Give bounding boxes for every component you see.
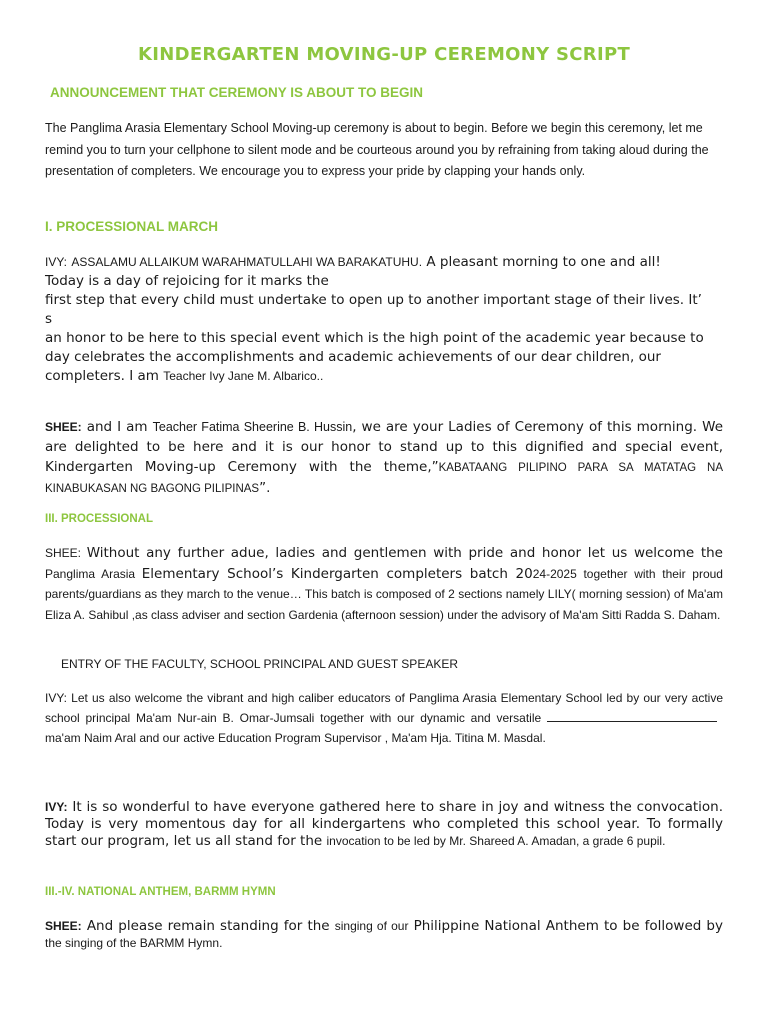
speaker-shee-2: SHEE: — [45, 546, 82, 560]
heading-processional-march: I. PROCESSIONAL MARCH — [45, 219, 219, 234]
ivy-line-2: Today is a day of rejoicing for it marks the — [45, 273, 329, 289]
anthem-text-1: And please remain standing for the — [86, 918, 330, 934]
processional-text-4: 24-2025 together with their proud parents/guardians as they march to the venue… This batch is composed of 2 sections namely LILY( morning session) of Ma'am Eliza A. Sahibul ,as class adviser and section Gardenia (afternoon session) under the advisory of Ma'am Sitti Radda S. Daham. — [45, 566, 723, 622]
blank-line — [547, 709, 717, 722]
ivy-line-3: first step that every child must undertake to open up to another important stage of their lives. It’ — [45, 292, 702, 308]
shee-text-3: ”. — [259, 480, 271, 496]
ivy-opening-paragraph — [45, 253, 723, 386]
convocation-text-2: invocation to be led by Mr. Shareed A. Amadan, a grade 6 pupil. — [326, 834, 666, 848]
speaker-shee-3: SHEE: — [45, 919, 82, 933]
shee-text-2: , we are your Ladies of Ceremony of this morning. We are delighted to be here and it is our honor to stand up to this dignified and special event, Kindergarten Moving-up Ceremony with the theme,” — [45, 419, 723, 475]
document-title: KINDERGARTEN MOVING-UP CEREMONY SCRIPT — [137, 44, 631, 65]
convocation-text-1: It is so wonderful to have everyone gathered here to share in joy and witness the convocation. Today is very momentous day for all kindergartens who completed this school year. To formally start our program, let us all stand for the — [45, 799, 723, 849]
processional-text-1: Without any further adue, ladies and gentlemen with pride and honor let us welcome the — [86, 545, 723, 561]
heading-faculty-entry: ENTRY OF THE FACULTY, SCHOOL PRINCIPAL AND GUEST SPEAKER — [61, 657, 458, 671]
heading-announcement: ANNOUNCEMENT THAT CEREMONY IS ABOUT TO BEGIN — [50, 85, 424, 100]
shee-intro-paragraph — [45, 417, 723, 499]
convocation-paragraph — [45, 799, 723, 850]
processional-paragraph — [45, 543, 723, 625]
ivy-name: Teacher Ivy Jane M. Albarico.. — [163, 369, 324, 383]
processional-text-2: Panglima Arasia — [45, 566, 136, 581]
heading-processional: III. PROCESSIONAL — [45, 513, 153, 525]
anthem-text-4: the singing of the BARMM Hymn. — [45, 936, 223, 950]
anthem-text-3: Philippine National Anthem to be followed by — [413, 918, 723, 934]
anthem-paragraph — [45, 918, 723, 952]
ivy-line-4: s — [45, 311, 53, 327]
announcement-paragraph: The Panglima Arasia Elementary School Moving-up ceremony is about to begin. Before we begin this ceremony, let me remind you to turn your cellphone to silent mode and be courteous around you by refraining from taking aloud during the presentation of completers. We encourage you to express your pride by clapping your hands only. — [45, 121, 709, 178]
ivy-line-7: completers. I am — [45, 368, 159, 384]
ivy-line-6: day celebrates the accomplishments and academic achievements of our dear children, our — [45, 349, 661, 365]
speaker-ivy-2: IVY: — [45, 800, 68, 814]
faculty-text-2: ma'am Naim Aral and our active Education Program Supervisor , Ma'am Hja. Titina M. Masdal. — [45, 731, 546, 745]
theme-text: KABATAANG PILIPINO PARA SA MATATAG NA KINABUKASAN NG BAGONG PILIPINAS — [45, 462, 723, 495]
processional-text-3: Elementary School’s Kindergarten completers batch 20 — [141, 565, 533, 582]
anthem-text-2: singing of our — [334, 919, 409, 933]
speaker-ivy: IVY: — [45, 255, 68, 269]
faculty-text-1: IVY: Let us also welcome the vibrant and high caliber educators of Panglima Arasia Elementary School led by our very active school principal Ma'am Nur-ain B. Omar-Jumsali together with our dynamic and versatile — [45, 691, 723, 725]
speaker-shee: SHEE: — [45, 420, 82, 434]
faculty-paragraph — [45, 688, 723, 748]
ivy-line-5: an honor to be here to this special event which is the high point of the academic year because to — [45, 330, 704, 346]
shee-text-1: and I am — [86, 419, 148, 435]
ivy-line-1: A pleasant morning to one and all! — [426, 254, 661, 270]
greeting: ASSALAMU ALLAIKUM WARAHMATULLAHI WA BARAKATUHU. — [71, 255, 423, 269]
shee-name: Teacher Fatima Sheerine B. Hussin — [152, 420, 353, 434]
heading-anthem: III.-IV. NATIONAL ANTHEM, BARMM HYMN — [45, 886, 276, 898]
